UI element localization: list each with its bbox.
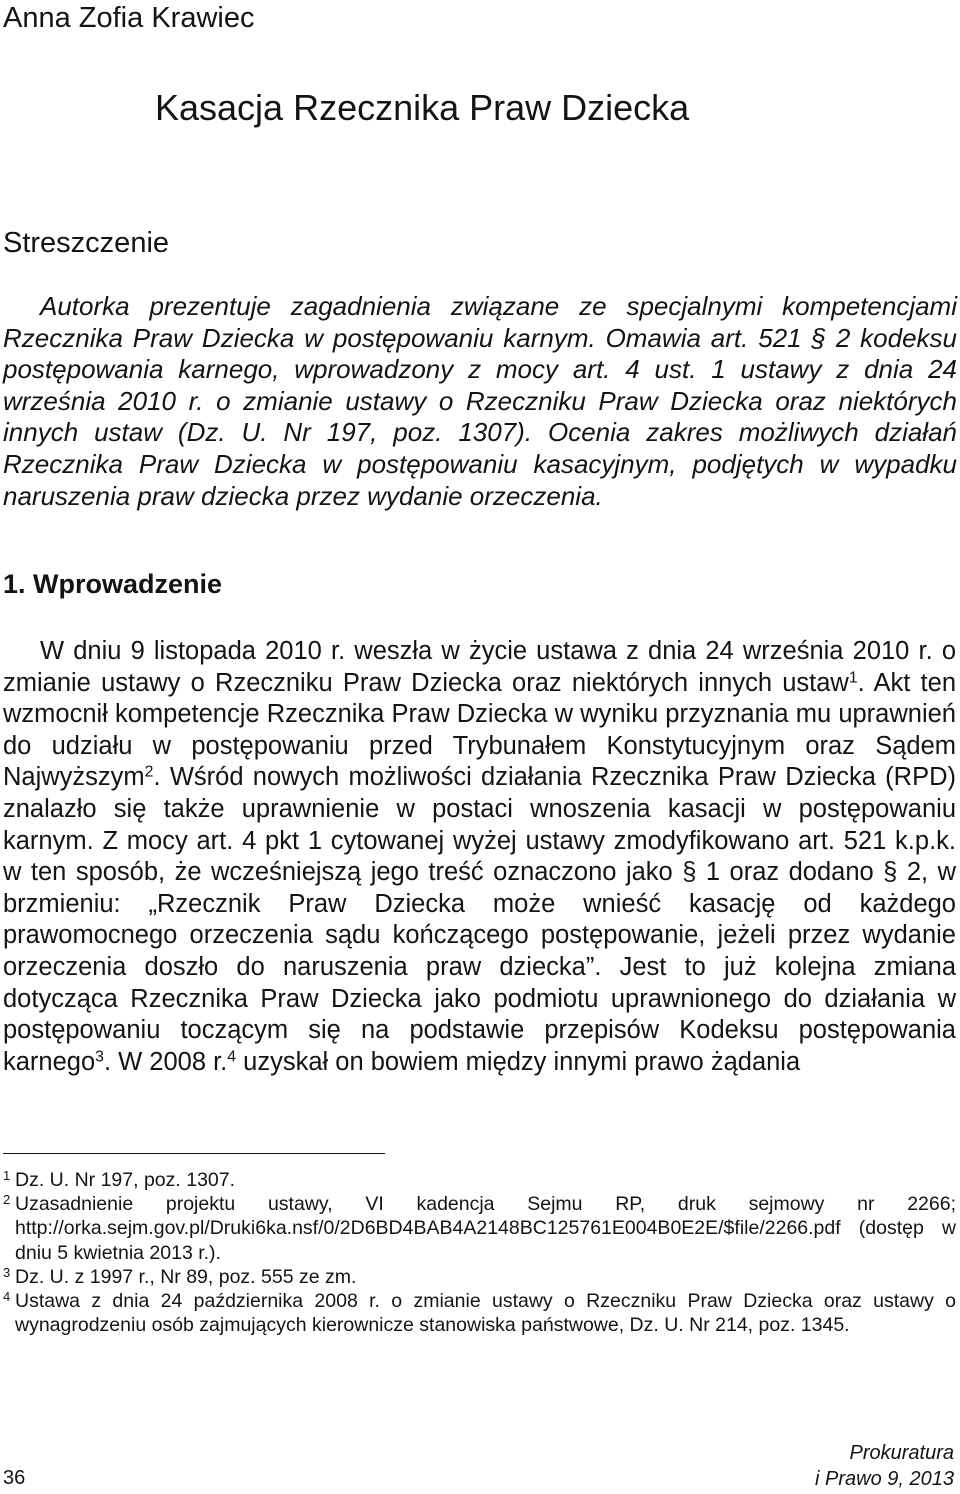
body-text-5: uzyskał on bowiem między innymi prawo żądania	[236, 1047, 801, 1076]
footnote-number: 3	[3, 1264, 11, 1280]
footnotes	[3, 1168, 956, 1337]
body-text-1: W dniu 9 listopada 2010 r. weszła w życie ustawa z dnia 24 września 2010 r. o zmianie ustawy o Rzeczniku Praw Dziecka oraz niektórych innych ustaw	[3, 637, 956, 697]
footnote-2	[3, 1192, 956, 1265]
article-title: Kasacja Rzecznika Praw Dziecka	[155, 87, 690, 128]
footnote-number: 4	[3, 1289, 11, 1305]
footnote-ref-4[interactable]: 4	[227, 1048, 237, 1066]
footnote-text: Dz. U. Nr 197, poz. 1307.	[15, 1169, 236, 1191]
body-text-3: . Wśród nowych możliwości działania Rzecznika Praw Dziecka (RPD) znalazło się także uprawnienie w postaci wnoszenia kasacji w postępowaniu karnym. Z mocy art. 4 pkt 1 cytowanej wyżej ustawy zmodyfikowano art. 521 k.p.k. w ten sposób, że wcześniejszą jego treść oznaczono jako § 1 oraz dodano § 2, w brzmieniu: „Rzecznik Praw Dziecka może wnieść kasację od każdego prawomocnego orzeczenia sądu kończącego postępowanie, jeżeli przez wydanie orzeczenia doszło do naruszenia praw dziecka”. Jest to już kolejna zmiana dotycząca Rzecznika Praw Dziecka jako podmiotu uprawnionego do działania w postępowaniu toczącym się na podstawie przepisów Kodeksu postępowania karnego	[3, 763, 956, 1076]
footnote-text: Dz. U. z 1997 r., Nr 89, poz. 555 ze zm.	[15, 1265, 357, 1288]
footnote-4	[3, 1289, 956, 1337]
footnote-number: 2	[3, 1192, 11, 1208]
abstract-body: Autorka prezentuje zagadnienia związane ze specjalnymi kompetencjami Rzecznika Praw Dziecka w postępowaniu karnym. Omawia art. 521 § 2 kodeksu postępowania karnego, wprowadzony z mocy art. 4 ust. 1 ustawy z dnia 24 września 2010 r. o zmianie ustawy o Rzeczniku Praw Dziecka oraz niektórych innych ustaw (Dz. U. Nr 197, poz. 1307). Ocenia zakres możliwych działań Rzecznika Praw Dziecka w postępowaniu kasacyjnym, podjętych w wypadku naruszenia praw dziecka przez wydanie orzeczenia.	[3, 291, 957, 511]
footnote-3	[3, 1265, 956, 1289]
author-name: Anna Zofia Krawiec	[3, 2, 255, 34]
section-heading: 1. Wprowadzenie	[3, 569, 223, 599]
footnote-number: 1	[3, 1168, 11, 1183]
abstract-heading: Streszczenie	[3, 227, 170, 259]
footnote-text: Uzasadnienie projektu ustawy, VI kadencja Sejmu RP, druk sejmowy nr 2266; http://orka.sejm.gov.pl/Druki6ka.nsf/0/2D6BD4BAB4A2148BC125761E004B0E2E/$file/2266.pdf (dostęp w dniu 5 kwietnia 2013 r.).	[15, 1193, 956, 1264]
page-number: 36	[3, 1467, 26, 1489]
body-text-2: . Akt ten wzmocnił kompetencje Rzecznika Praw Dziecka w wyniku przyznania mu uprawnień do udziału w postępowaniu przed Trybunałem Konstytucyjnym oraz Sądem Najwyższym	[3, 668, 957, 792]
journal-name: Prokuratura	[849, 1442, 954, 1464]
footnote-ref-2[interactable]: 2	[144, 763, 154, 781]
footnote-ref-1[interactable]: 1	[848, 668, 858, 686]
footnote-divider	[3, 1153, 385, 1154]
section-body	[3, 636, 956, 1078]
footnote-ref-3[interactable]: 3	[95, 1048, 104, 1066]
body-text-4: . W 2008 r.	[103, 1047, 228, 1076]
footnote-text: Ustawa z dnia 24 października 2008 r. o zmianie ustawy o Rzeczniku Praw Dziecka oraz ustawy o wynagrodzeniu osób zajmujących kierownicze stanowiska państwowe, Dz. U. Nr 214, poz. 1345.	[15, 1290, 956, 1337]
abstract-text	[3, 291, 957, 512]
journal-info	[815, 1440, 954, 1492]
footnote-1	[3, 1168, 956, 1192]
journal-issue: i Prawo 9, 2013	[815, 1468, 954, 1490]
